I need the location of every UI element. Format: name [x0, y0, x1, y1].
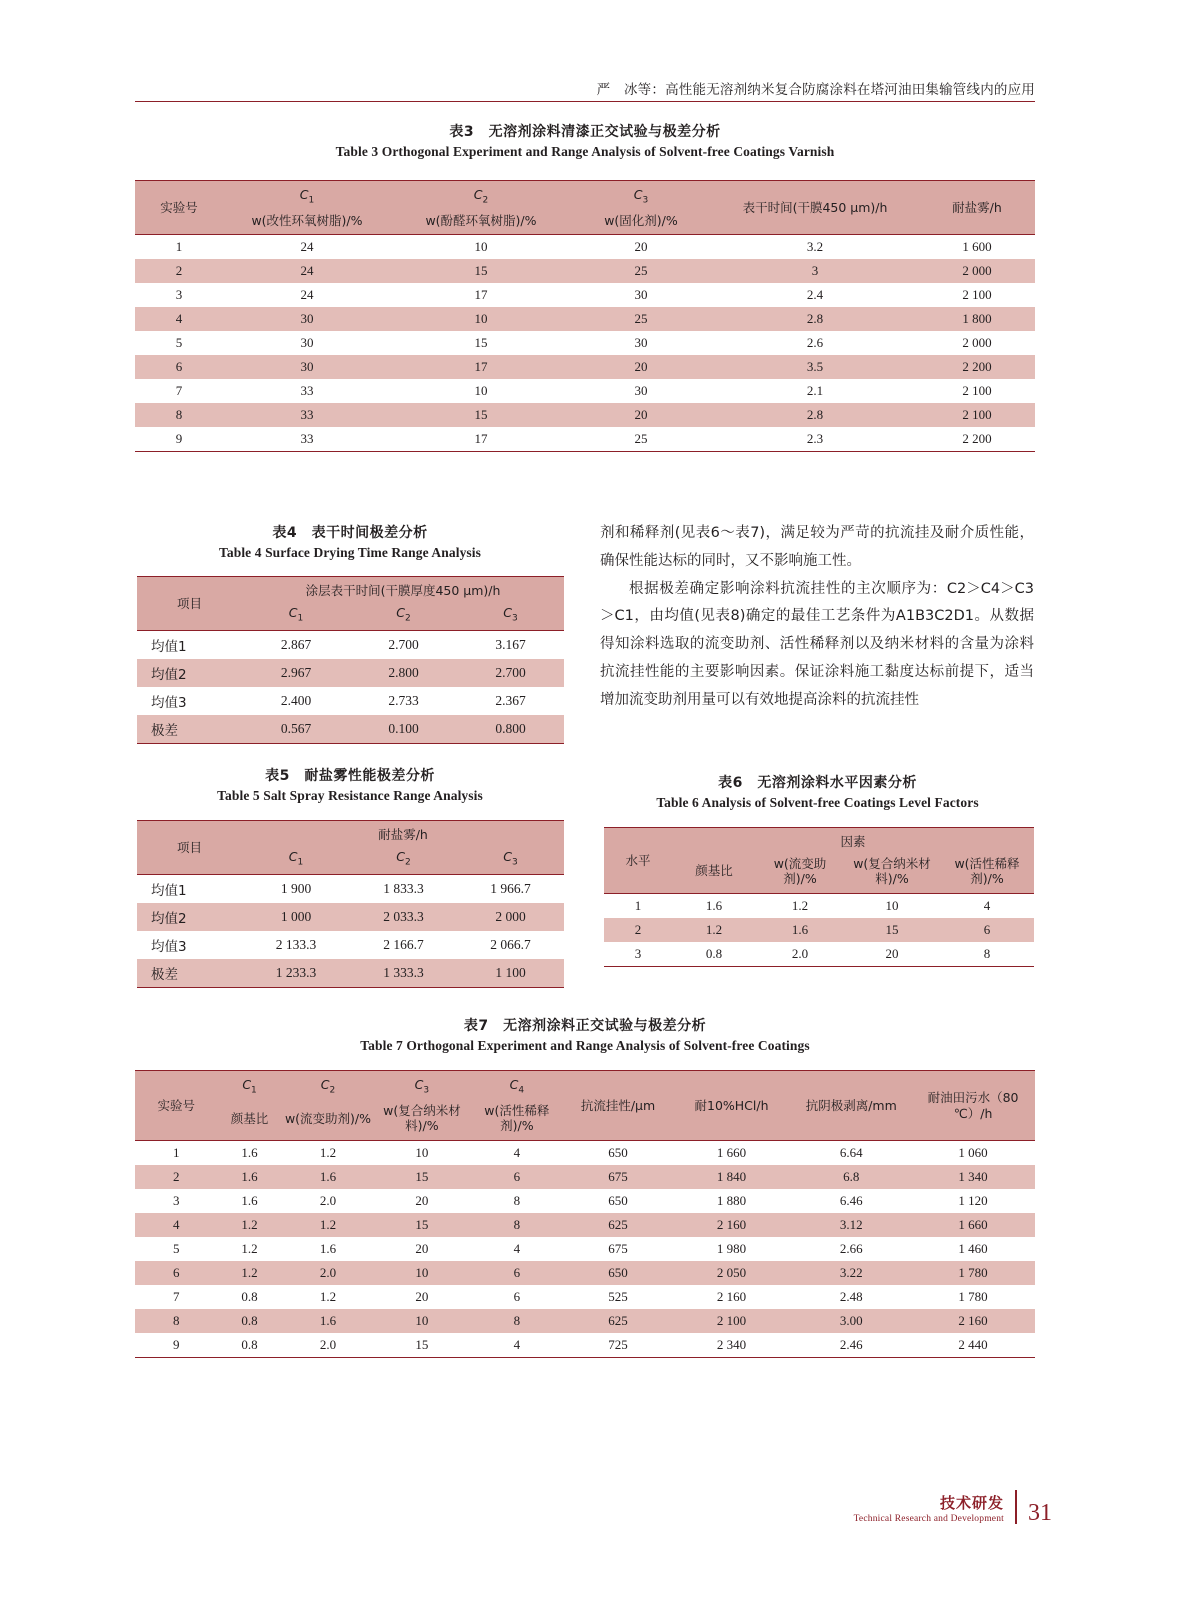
table-cell: 1.6: [218, 1189, 282, 1213]
table-cell: 2.700: [457, 659, 564, 687]
table-cell: 15: [374, 1213, 469, 1237]
table3-th-dry: 表干时间(干膜450 μm)/h: [711, 181, 919, 235]
table-cell: 2.48: [791, 1285, 911, 1309]
table-cell: 3.167: [457, 631, 564, 660]
table-row: [135, 1285, 1035, 1309]
table-row: [604, 893, 1034, 918]
table-cell: 2.700: [350, 631, 457, 660]
table-row: [137, 959, 564, 988]
table-cell: 3.00: [791, 1309, 911, 1333]
footer-section-zh: 技术研发: [939, 1493, 1004, 1512]
table-cell: 极差: [137, 959, 242, 988]
table-cell: 1 233.3: [242, 959, 350, 988]
table4-body: [137, 631, 564, 744]
table-cell: 2.0: [282, 1333, 375, 1358]
table-cell: 均值3: [137, 931, 242, 959]
table-cell: 均值1: [137, 875, 242, 904]
table-cell: 7: [135, 1285, 218, 1309]
table-cell: 6.64: [791, 1141, 911, 1166]
table6-th-f2: w(流变助剂)/%: [756, 856, 844, 894]
table-cell: 0.8: [218, 1285, 282, 1309]
table-row: [135, 1141, 1035, 1166]
table-cell: 1.2: [672, 918, 756, 942]
table-row: [135, 331, 1035, 355]
table-cell: 2: [135, 259, 223, 283]
table-cell: 2.3: [711, 427, 919, 452]
table-cell: 2 100: [919, 379, 1035, 403]
table4-th-c1: $C_1$: [242, 605, 350, 631]
table-cell: 8: [135, 403, 223, 427]
table-cell: 17: [391, 355, 571, 379]
table7-caption-zh: 表7 无溶剂涂料正交试验与极差分析: [463, 1018, 707, 1034]
table-cell: 2.967: [242, 659, 350, 687]
table-cell: 1: [604, 893, 672, 918]
table-cell: 15: [391, 259, 571, 283]
table-cell: 10: [391, 379, 571, 403]
table-cell: 1.2: [218, 1213, 282, 1237]
table-row: [135, 427, 1035, 452]
table-cell: 24: [223, 259, 391, 283]
table-cell: 725: [564, 1333, 671, 1358]
table6-caption-zh: 表6 无溶剂涂料水平因素分析: [718, 775, 917, 791]
table-cell: 8: [469, 1309, 564, 1333]
table-cell: 1.2: [282, 1285, 375, 1309]
table-cell: 6: [469, 1261, 564, 1285]
table-cell: 10: [391, 307, 571, 331]
table3-body: [135, 235, 1035, 452]
table-cell: 17: [391, 427, 571, 452]
table-cell: 2.8: [711, 403, 919, 427]
table-cell: 1.2: [282, 1213, 375, 1237]
table4-th-c2: $C_2$: [350, 605, 457, 631]
table-cell: 6: [135, 355, 223, 379]
table-cell: 675: [564, 1237, 671, 1261]
table-cell: 2: [135, 1165, 218, 1189]
table-cell: 2.4: [711, 283, 919, 307]
table-cell: 2.800: [350, 659, 457, 687]
table7-th-c3: $C_3$: [374, 1071, 469, 1103]
table7-th-no: 实验号: [135, 1071, 218, 1141]
table-row: [135, 1333, 1035, 1358]
table-cell: 1.2: [756, 893, 844, 918]
table-cell: 10: [374, 1141, 469, 1166]
table-cell: 2.733: [350, 687, 457, 715]
table4-caption-zh: 表4 表干时间极差分析: [272, 525, 428, 541]
table5-caption: [135, 766, 565, 806]
footer-text: [854, 1494, 1004, 1525]
table-cell: 1.6: [756, 918, 844, 942]
table-cell: 10: [391, 235, 571, 260]
table-cell: 1 120: [911, 1189, 1035, 1213]
table-cell: 0.567: [242, 715, 350, 744]
table-cell: 20: [571, 355, 711, 379]
table-row: [135, 355, 1035, 379]
table3-th-c1: $C_1$: [223, 181, 391, 213]
body-paragraph-1: 剂和稀释剂(见表6～表7)，满足较为严苛的抗流挂及耐介质性能，确保性能达标的同时，又不影响施工性。: [600, 525, 1034, 569]
table3-caption-en: Table 3 Orthogonal Experiment and Range Analysis of Solvent-free Coatings Varnish: [335, 144, 835, 160]
table3-caption: [135, 122, 1035, 162]
table-cell: 2 000: [457, 903, 564, 931]
table-cell: 1.6: [218, 1165, 282, 1189]
table3-th-c2-sub: w(酚醛环氧树脂)/%: [391, 213, 571, 235]
table-cell: 15: [374, 1333, 469, 1358]
table-cell: 10: [844, 893, 940, 918]
table-cell: 8: [469, 1189, 564, 1213]
table-cell: 8: [135, 1309, 218, 1333]
table3: [135, 180, 1035, 452]
table-cell: 2 200: [919, 355, 1035, 379]
table5: [137, 820, 564, 988]
table-row: [135, 1309, 1035, 1333]
table6-th-f3: w(复合纳米材料)/%: [844, 856, 940, 894]
table-row: [135, 235, 1035, 260]
table5-th-group: 耐盐雾/h: [242, 821, 564, 849]
table-cell: 3: [711, 259, 919, 283]
running-head-author: 严 冰等: [596, 82, 652, 98]
table-cell: 20: [844, 942, 940, 967]
table-row: [137, 875, 564, 904]
table6-th-f1: 颜基比: [672, 856, 756, 894]
table-cell: 1 460: [911, 1237, 1035, 1261]
table7-body: [135, 1141, 1035, 1358]
table-row: [137, 715, 564, 744]
table3-th-salt: 耐盐雾/h: [919, 181, 1035, 235]
table-cell: 1.6: [672, 893, 756, 918]
table-cell: 6: [135, 1261, 218, 1285]
table-cell: 4: [469, 1141, 564, 1166]
table5-th-item: 项目: [137, 821, 242, 875]
table-cell: 3.22: [791, 1261, 911, 1285]
table-cell: 30: [571, 283, 711, 307]
table-cell: 6: [469, 1165, 564, 1189]
table-cell: 2.400: [242, 687, 350, 715]
table6: [604, 827, 1034, 967]
table-cell: 1 660: [672, 1141, 792, 1166]
table-cell: 675: [564, 1165, 671, 1189]
table-cell: 3.12: [791, 1213, 911, 1237]
table-cell: 2.6: [711, 331, 919, 355]
table-cell: 20: [571, 403, 711, 427]
table-cell: 8: [469, 1213, 564, 1237]
table4-th-c3: $C_3$: [457, 605, 564, 631]
table-row: [137, 631, 564, 660]
table-cell: 2 340: [672, 1333, 792, 1358]
table-cell: 4: [469, 1333, 564, 1358]
table-cell: 33: [223, 403, 391, 427]
table-row: [135, 1213, 1035, 1237]
table-cell: 24: [223, 235, 391, 260]
table-cell: 650: [564, 1261, 671, 1285]
table-cell: 2 440: [911, 1333, 1035, 1358]
table-cell: 2: [604, 918, 672, 942]
table-cell: 4: [469, 1237, 564, 1261]
table-row: [135, 379, 1035, 403]
table-cell: 1 880: [672, 1189, 792, 1213]
table-cell: 5: [135, 1237, 218, 1261]
table-cell: 0.100: [350, 715, 457, 744]
table-cell: 3: [604, 942, 672, 967]
table7: [135, 1070, 1035, 1358]
table6-caption-en: Table 6 Analysis of Solvent-free Coatings Level Factors: [656, 795, 979, 811]
table-row: [135, 283, 1035, 307]
table-cell: 650: [564, 1189, 671, 1213]
table-cell: 2 160: [672, 1285, 792, 1309]
table-cell: 1: [135, 1141, 218, 1166]
table5-body: [137, 875, 564, 988]
table-cell: 均值2: [137, 903, 242, 931]
table3-th-c2: $C_2$: [391, 181, 571, 213]
table-cell: 625: [564, 1213, 671, 1237]
table4: [137, 576, 564, 744]
table3-th-c1-sub: w(改性环氧树脂)/%: [223, 213, 391, 235]
body-text: [600, 520, 1034, 715]
table-cell: 4: [135, 1213, 218, 1237]
table-cell: 20: [374, 1237, 469, 1261]
table-cell: 2.0: [282, 1189, 375, 1213]
running-head: 严 冰等：高性能无溶剂纳米复合防腐涂料在塔河油田集输管线内的应用: [596, 82, 1035, 98]
table-cell: 2 033.3: [350, 903, 457, 931]
table7-th-sag: 抗流挂性/μm: [564, 1071, 671, 1141]
table-row: [135, 259, 1035, 283]
table-cell: 1 833.3: [350, 875, 457, 904]
table-cell: 6: [940, 918, 1034, 942]
table-cell: 1 333.3: [350, 959, 457, 988]
running-head-rule: [135, 101, 1035, 102]
table-cell: 1 980: [672, 1237, 792, 1261]
running-head-title: 高性能无溶剂纳米复合防腐涂料在塔河油田集输管线内的应用: [665, 82, 1035, 98]
table-cell: 1: [135, 235, 223, 260]
table-cell: 15: [391, 331, 571, 355]
table-row: [135, 403, 1035, 427]
table-cell: 2 100: [919, 283, 1035, 307]
table-cell: 25: [571, 307, 711, 331]
table-cell: 15: [374, 1165, 469, 1189]
table-row: [604, 918, 1034, 942]
table-cell: 30: [571, 379, 711, 403]
table-cell: 25: [571, 259, 711, 283]
table-cell: 6: [469, 1285, 564, 1309]
table-row: [137, 931, 564, 959]
table3-caption-zh: 表3 无溶剂涂料清漆正交试验与极差分析: [449, 124, 721, 140]
table-cell: 10: [374, 1309, 469, 1333]
body-paragraph-2: 根据极差确定影响涂料抗流挂性的主次顺序为：C2＞C4＞C3＞C1，由均值(见表8)确定的最佳工艺条件为A1B3C2D1。从数据得知涂料选取的流变助剂、活性稀释剂以及纳米材料的含量为涂料抗流挂性能的主要影响因素。保证涂料施工黏度达标前提下，适当增加流变助剂用量可以有效地提高涂料的抗流挂性: [600, 580, 1034, 708]
table-cell: 24: [223, 283, 391, 307]
table-cell: 1.6: [282, 1309, 375, 1333]
table-cell: 30: [223, 355, 391, 379]
table-cell: 33: [223, 379, 391, 403]
page-number: 31: [1028, 1500, 1052, 1526]
table-cell: 极差: [137, 715, 242, 744]
table7-th-hcl: 耐10%HCl/h: [672, 1071, 792, 1141]
table-cell: 8: [940, 942, 1034, 967]
table3-th-c3-sub: w(固化剂)/%: [571, 213, 711, 235]
table-cell: 1 780: [911, 1261, 1035, 1285]
table-cell: 20: [374, 1285, 469, 1309]
table-cell: 15: [844, 918, 940, 942]
table-row: [135, 1189, 1035, 1213]
table5-caption-en: Table 5 Salt Spray Resistance Range Analysis: [217, 788, 483, 804]
table-cell: 2.66: [791, 1237, 911, 1261]
table-cell: 1 966.7: [457, 875, 564, 904]
table-cell: 2 066.7: [457, 931, 564, 959]
table-cell: 3.5: [711, 355, 919, 379]
table-row: [137, 659, 564, 687]
table-cell: 2.0: [756, 942, 844, 967]
table7-caption: [135, 1016, 1035, 1056]
table-cell: 1 000: [242, 903, 350, 931]
table-cell: 30: [223, 307, 391, 331]
table-cell: 2.367: [457, 687, 564, 715]
table-row: [604, 942, 1034, 967]
table-cell: 2 166.7: [350, 931, 457, 959]
table7-caption-en: Table 7 Orthogonal Experiment and Range Analysis of Solvent-free Coatings: [360, 1038, 810, 1054]
table-cell: 4: [940, 893, 1034, 918]
table-cell: 15: [391, 403, 571, 427]
table-cell: 17: [391, 283, 571, 307]
table-row: [135, 1261, 1035, 1285]
table-cell: 1 660: [911, 1213, 1035, 1237]
table-cell: 2.0: [282, 1261, 375, 1285]
table7-th-c1-sub: 颜基比: [218, 1103, 282, 1141]
table4-caption-en: Table 4 Surface Drying Time Range Analysis: [219, 545, 481, 561]
table-cell: 1.6: [218, 1141, 282, 1166]
table-cell: 650: [564, 1141, 671, 1166]
table-cell: 0.8: [218, 1333, 282, 1358]
table-cell: 0.800: [457, 715, 564, 744]
table-row: [135, 1165, 1035, 1189]
table6-th-level: 水平: [604, 828, 672, 894]
table3-th-c3: $C_3$: [571, 181, 711, 213]
table-cell: 2 050: [672, 1261, 792, 1285]
table-cell: 1.6: [282, 1165, 375, 1189]
table7-th-c4: $C_4$: [469, 1071, 564, 1103]
table-row: [135, 1237, 1035, 1261]
table-row: [135, 307, 1035, 331]
table-cell: 1 800: [919, 307, 1035, 331]
table-cell: 25: [571, 427, 711, 452]
table-cell: 33: [223, 427, 391, 452]
table-cell: 均值1: [137, 631, 242, 660]
table5-th-c1: $C_1$: [242, 849, 350, 875]
table6-body: [604, 893, 1034, 966]
table7-th-oil: 耐油田污水（80 ℃）/h: [911, 1071, 1035, 1141]
table-cell: 20: [571, 235, 711, 260]
table4-th-group: 涂层表干时间(干膜厚度450 μm)/h: [242, 577, 564, 605]
table-cell: 2 000: [919, 331, 1035, 355]
table-cell: 1 840: [672, 1165, 792, 1189]
table6-th-factors: 因素: [672, 828, 1034, 856]
table4-th-item: 项目: [137, 577, 242, 631]
table7-th-c2: $C_2$: [282, 1071, 375, 1103]
table-cell: 2 160: [672, 1213, 792, 1237]
table-cell: 2.867: [242, 631, 350, 660]
table-cell: 2 000: [919, 259, 1035, 283]
table-cell: 7: [135, 379, 223, 403]
table-cell: 0.8: [218, 1309, 282, 1333]
table5-th-c2: $C_2$: [350, 849, 457, 875]
table-row: [137, 903, 564, 931]
table-cell: 9: [135, 427, 223, 452]
table-cell: 3: [135, 1189, 218, 1213]
table-cell: 1.2: [218, 1237, 282, 1261]
table-cell: 1 060: [911, 1141, 1035, 1166]
table-cell: 6.8: [791, 1165, 911, 1189]
table5-th-c3: $C_3$: [457, 849, 564, 875]
table5-caption-zh: 表5 耐盐雾性能极差分析: [265, 768, 435, 784]
table7-th-peel: 抗阴极剥离/mm: [791, 1071, 911, 1141]
table4-caption: [135, 523, 565, 563]
table-cell: 2.8: [711, 307, 919, 331]
table-cell: 1 340: [911, 1165, 1035, 1189]
table6-caption: [600, 773, 1035, 813]
table7-th-c3-sub: w(复合纳米材料)/%: [374, 1103, 469, 1141]
footer-divider: [1015, 1490, 1017, 1524]
table-cell: 4: [135, 307, 223, 331]
table7-th-c2-sub: w(流变助剂)/%: [282, 1103, 375, 1141]
table-cell: 1 900: [242, 875, 350, 904]
table-cell: 30: [223, 331, 391, 355]
table-cell: 2 133.3: [242, 931, 350, 959]
table-cell: 1 780: [911, 1285, 1035, 1309]
table-cell: 9: [135, 1333, 218, 1358]
table-cell: 均值2: [137, 659, 242, 687]
table-cell: 2 160: [911, 1309, 1035, 1333]
table-cell: 6.46: [791, 1189, 911, 1213]
table-cell: 2.1: [711, 379, 919, 403]
table-cell: 均值3: [137, 687, 242, 715]
table7-th-c4-sub: w(活性稀释剂)/%: [469, 1103, 564, 1141]
page-footer: [854, 1490, 1052, 1525]
table-cell: 2 100: [919, 403, 1035, 427]
table3-th-no: 实验号: [135, 181, 223, 235]
table6-th-f4: w(活性稀释剂)/%: [940, 856, 1034, 894]
table-cell: 2.46: [791, 1333, 911, 1358]
table-cell: 2 100: [672, 1309, 792, 1333]
footer-section-en: Technical Research and Development: [853, 1513, 1004, 1524]
table-cell: 30: [571, 331, 711, 355]
table-cell: 0.8: [672, 942, 756, 967]
table-cell: 1.2: [218, 1261, 282, 1285]
table-cell: 2 200: [919, 427, 1035, 452]
table-cell: 625: [564, 1309, 671, 1333]
table-cell: 3.2: [711, 235, 919, 260]
table-cell: 1 600: [919, 235, 1035, 260]
table-cell: 5: [135, 331, 223, 355]
table-cell: 20: [374, 1189, 469, 1213]
table7-th-c1: $C_1$: [218, 1071, 282, 1103]
table-cell: 1.6: [282, 1237, 375, 1261]
table-cell: 1 100: [457, 959, 564, 988]
table-cell: 3: [135, 283, 223, 307]
table-cell: 525: [564, 1285, 671, 1309]
table-cell: 1.2: [282, 1141, 375, 1166]
table-cell: 10: [374, 1261, 469, 1285]
table-row: [137, 687, 564, 715]
